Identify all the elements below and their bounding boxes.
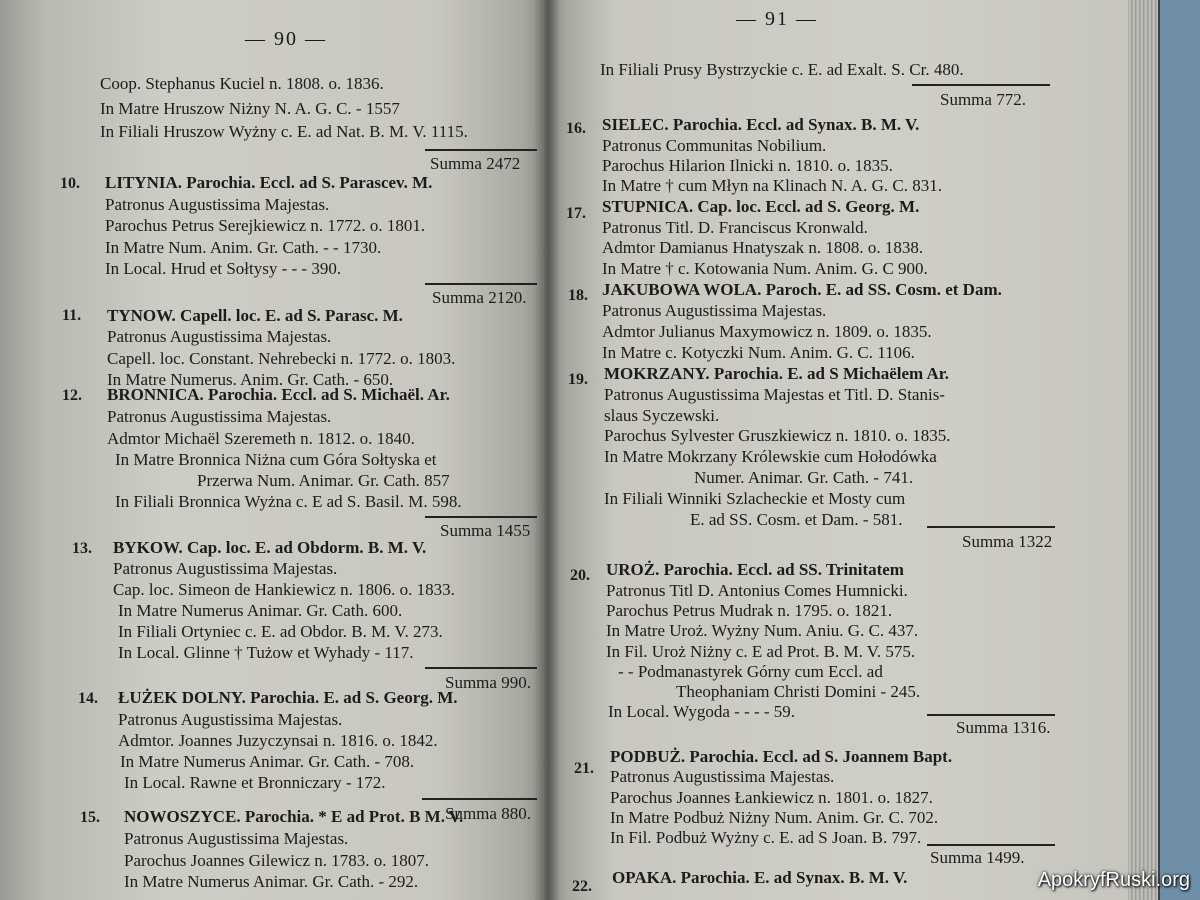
text-line: Patronus Augustissima Majestas. xyxy=(105,195,330,214)
sum-line: Summa 1322 xyxy=(962,532,1053,551)
text-line: Parochus Petrus Serejkiewicz n. 1772. o. 1801. xyxy=(105,216,426,235)
text-line: In Filiali Bronnica Wyżna c. E ad S. Basil. M. 598. xyxy=(115,492,462,511)
text-line: slaus Syczewski. xyxy=(604,406,720,425)
text-line: Patronus Augustissima Majestas. xyxy=(113,559,338,578)
text-line: In Local. Wygoda - - - - 59. xyxy=(608,702,796,721)
text-line: Admtor Damianus Hnatyszak n. 1808. o. 1838. xyxy=(602,238,924,257)
entry-heading: BYKOW. Cap. loc. E. ad Obdorm. B. M. V. xyxy=(113,538,427,557)
text-line: In Matre † c. Kotowania Num. Anim. G. C 900. xyxy=(602,259,928,278)
text-line: In Matre † cum Młyn na Klinach N. A. G. C. 831. xyxy=(602,176,942,195)
text-line: In Matre Num. Anim. Gr. Cath. - - 1730. xyxy=(105,238,382,257)
text-line: Admtor Julianus Maxymowicz n. 1809. o. 1835. xyxy=(602,322,932,341)
text-line: Patronus Titl. D. Franciscus Kronwald. xyxy=(602,218,868,237)
text-line: In Matre Numerus Animar. Gr. Cath. - 708. xyxy=(120,752,415,771)
text-line: Parochus Joannes Gilewicz n. 1783. o. 1807. xyxy=(124,851,430,870)
sum-line: Summa 1499. xyxy=(930,848,1025,867)
sum-line: Summa 990. xyxy=(445,673,531,692)
text-line: E. ad SS. Cosm. et Dam. - 581. xyxy=(690,510,903,529)
text-line: Theophaniam Christi Domini - 245. xyxy=(676,682,921,701)
entry-number: 13. xyxy=(72,540,92,557)
text-line: In Matre Numerus Animar. Gr. Cath. 600. xyxy=(118,601,403,620)
entry-heading: UROŻ. Parochia. Eccl. ad SS. Trinitatem xyxy=(606,560,904,579)
text-line: In Filiali Prusy Bystrzyckie c. E. ad Exalt. S. Cr. 480. xyxy=(600,60,964,79)
entry-heading: OPAKA. Parochia. E. ad Synax. B. M. V. xyxy=(612,868,908,887)
text-line: Patronus Titl D. Antonius Comes Humnicki. xyxy=(606,581,908,600)
text-line: In Local. Glinne † Tużow et Wyhady - 117. xyxy=(118,643,414,662)
text-line: Patronus Augustissima Majestas. xyxy=(107,327,332,346)
text-line: In Local. Rawne et Bronniczary - 172. xyxy=(124,773,386,792)
entry-number: 22. xyxy=(572,878,592,895)
text-line: In Filiali Winniki Szlacheckie et Mosty cum xyxy=(604,489,906,508)
text-line: Cap. loc. Simeon de Hankiewicz n. 1806. o. 1833. xyxy=(113,580,455,599)
entry-number: 15. xyxy=(80,809,100,826)
entry-number: 17. xyxy=(566,205,586,222)
sum-rule xyxy=(425,667,537,669)
text-line: Patronus Augustissima Majestas. xyxy=(602,301,827,320)
text-line: Patronus Augustissima Majestas. xyxy=(610,767,835,786)
text-line: Admtor. Joannes Juzyczynsai n. 1816. o. 1842. xyxy=(118,731,438,750)
text-line: In Fil. Podbuż Wyżny c. E. ad S Joan. B. 797. xyxy=(610,828,922,847)
entry-heading: PODBUŻ. Parochia. Eccl. ad S. Joannem Bapt. xyxy=(610,747,953,766)
text-line: Coop. Stephanus Kuciel n. 1808. o. 1836. xyxy=(100,74,384,93)
entry-number: 19. xyxy=(568,371,588,388)
text-line: In Fil. Uroż Niżny c. E ad Prot. B. M. V. 575. xyxy=(606,642,916,661)
page-number-right: — 91 — xyxy=(736,8,818,30)
sum-rule xyxy=(425,516,537,518)
text-line: Przerwa Num. Animar. Gr. Cath. 857 xyxy=(197,471,450,490)
text-line: Parochus Sylvester Gruszkiewicz n. 1810. o. 1835. xyxy=(604,426,951,445)
background-cover xyxy=(1160,0,1200,900)
text-line: In Matre Numerus. Anim. Gr. Cath. - 650. xyxy=(107,370,394,389)
sum-line: Summa 2472 xyxy=(430,154,521,173)
watermark: ApokryfRuski.org xyxy=(1037,869,1190,891)
sum-rule xyxy=(927,526,1055,528)
entry-number: 12. xyxy=(62,387,82,404)
text-line: Patronus Augustissima Majestas. xyxy=(107,407,332,426)
text-line: Admtor Michaël Szeremeth n. 1812. o. 1840. xyxy=(107,429,415,448)
left-page xyxy=(0,0,544,900)
sum-rule xyxy=(912,84,1050,86)
page-number-left: — 90 — xyxy=(245,28,327,50)
sum-line: Summa 1455 xyxy=(440,521,531,540)
sum-line: Summa 1316. xyxy=(956,718,1051,737)
text-line: Patronus Augustissima Majestas. xyxy=(118,710,343,729)
entry-number: 16. xyxy=(566,120,586,137)
entry-number: 18. xyxy=(568,287,588,304)
entry-number: 21. xyxy=(574,760,594,777)
sum-line: Summa 2120. xyxy=(432,288,527,307)
entry-heading: STUPNICA. Cap. loc. Eccl. ad S. Georg. M. xyxy=(602,197,920,216)
text-line: Patronus Augustissima Majestas et Titl. D. Stanis- xyxy=(604,385,945,404)
text-line: In Filiali Ortyniec c. E. ad Obdor. B. M. V. 273. xyxy=(118,622,443,641)
text-line: In Matre Bronnica Niżna cum Góra Sołtyska et xyxy=(115,450,437,469)
sum-rule xyxy=(425,149,537,151)
text-line: In Matre Hruszow Niżny N. A. G. C. - 1557 xyxy=(100,99,400,118)
text-line: In Matre c. Kotyczki Num. Anim. G. C. 1106. xyxy=(602,343,915,362)
entry-heading: LITYNIA. Parochia. Eccl. ad S. Parascev. M. xyxy=(105,173,433,192)
entry-number: 11. xyxy=(62,307,82,324)
sum-line: Summa 772. xyxy=(940,90,1026,109)
sum-line: Summa 880. xyxy=(445,804,531,823)
entry-heading: NOWOSZYCE. Parochia. * E ad Prot. B M. V. xyxy=(124,807,464,826)
text-line: In Matre Numerus Animar. Gr. Cath. - 292. xyxy=(124,872,419,891)
entry-number: 10. xyxy=(60,175,80,192)
text-line: Parochus Hilarion Ilnicki n. 1810. o. 1835. xyxy=(602,156,893,175)
sum-rule xyxy=(422,798,537,800)
book-gutter xyxy=(534,0,560,900)
entry-heading: MOKRZANY. Parochia. E. ad S Michaëlem Ar. xyxy=(604,364,950,383)
text-line: Numer. Animar. Gr. Cath. - 741. xyxy=(694,468,914,487)
text-line: In Matre Podbuż Niżny Num. Anim. Gr. C. 702. xyxy=(610,808,939,827)
page-edges xyxy=(1128,0,1158,900)
text-line: In Matre Uroż. Wyżny Num. Aniu. G. C. 437. xyxy=(606,621,919,640)
entry-heading: SIELEC. Parochia. Eccl. ad Synax. B. M. V. xyxy=(602,115,920,134)
entry-heading: ŁUŻEK DOLNY. Parochia. E. ad S. Georg. M. xyxy=(118,688,458,707)
entry-heading: JAKUBOWA WOLA. Paroch. E. ad SS. Cosm. et Dam. xyxy=(602,280,1002,299)
text-line: Parochus Petrus Mudrak n. 1795. o. 1821. xyxy=(606,601,893,620)
entry-heading: TYNOW. Capell. loc. E. ad S. Parasc. M. xyxy=(107,306,403,325)
sum-rule xyxy=(927,844,1055,846)
text-line: Patronus Augustissima Majestas. xyxy=(124,829,349,848)
text-line: In Matre Mokrzany Królewskie cum Hołodówka xyxy=(604,447,937,466)
text-line: - - Podmanastyrek Górny cum Eccl. ad xyxy=(618,662,883,681)
text-line: Parochus Joannes Łankiewicz n. 1801. o. 1827. xyxy=(610,788,933,807)
entry-number: 20. xyxy=(570,567,590,584)
entry-heading: BRONNICA. Parochia. Eccl. ad S. Michaël. Ar. xyxy=(107,385,450,404)
entry-number: 14. xyxy=(78,690,98,707)
text-line: Patronus Communitas Nobilium. xyxy=(602,136,827,155)
text-line: In Filiali Hruszow Wyżny c. E. ad Nat. B. M. V. 1115. xyxy=(100,122,468,141)
sum-rule xyxy=(927,714,1055,716)
text-line: Capell. loc. Constant. Nehrebecki n. 1772. o. 1803. xyxy=(107,349,456,368)
right-page xyxy=(544,0,1130,900)
sum-rule xyxy=(425,283,537,285)
text-line: In Local. Hrud et Sołtysy - - - 390. xyxy=(105,259,342,278)
